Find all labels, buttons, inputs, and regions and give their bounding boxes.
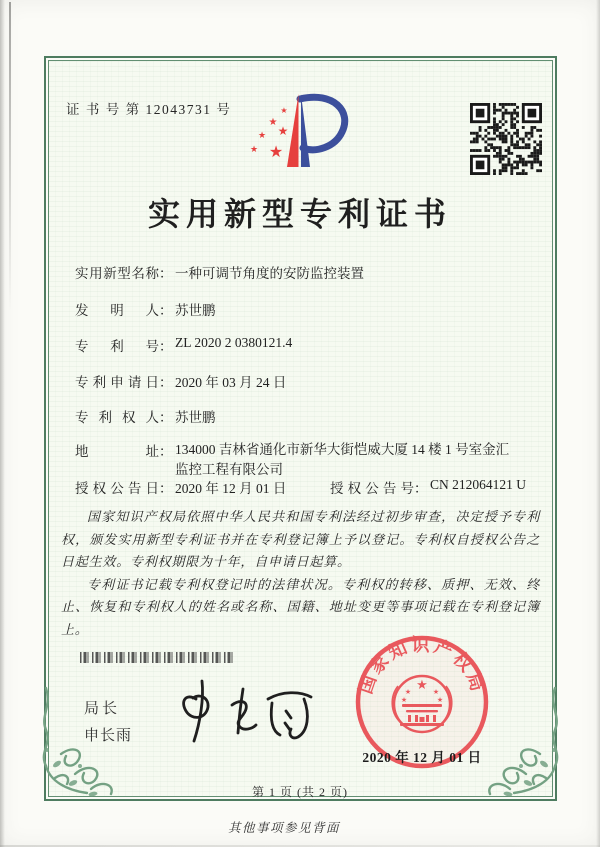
field-row-patent-number [75, 335, 292, 355]
field-label: 专利权人 [75, 410, 159, 425]
svg-text:★: ★ [416, 678, 428, 693]
svg-text:★: ★ [280, 106, 288, 115]
field-label: 专利号 [75, 339, 159, 354]
colon: ： [159, 375, 173, 390]
qr-code [470, 103, 542, 175]
certificate-title: 实用新型专利证书 [147, 196, 452, 232]
field-value: CN 212064121 U [430, 477, 527, 492]
svg-text:★: ★ [249, 145, 259, 155]
colon: ： [414, 481, 428, 496]
field-label: 授权公告号 [330, 481, 414, 496]
field-value: 2020 年 03 月 24 日 [175, 375, 287, 390]
field-label: 发明人 [75, 303, 159, 318]
corner-flourish-icon [33, 686, 119, 804]
cnipa-logo-icon [246, 90, 350, 170]
page-number: 第 1 页 (共 2 页) [252, 785, 348, 799]
field-value: 134000 吉林省通化市新华大街恺威大厦 14 楼 1 号室金汇监控工程有限公司 [175, 442, 510, 477]
field-row-filing-date [75, 371, 286, 391]
legal-paragraph: 国家知识产权局依照中华人民共和国专利法经过初步审查，决定授予专利权，颁发实用新型专利证书并在专利登记簿上予以登记。专利权自授权公告之日起生效。专利权期限为十年，自申请日起算。 [61, 509, 540, 569]
field-row-inventor [75, 299, 216, 319]
colon: ： [159, 266, 173, 281]
signature-icon [170, 674, 322, 752]
svg-text:★: ★ [268, 142, 284, 161]
field-label: 实用新型名称 [75, 266, 159, 281]
colon: ： [159, 410, 173, 425]
field-value: 苏世鹏 [175, 303, 216, 318]
field-label: 地址 [75, 444, 159, 459]
certificate-number: 证 书 号 第 12043731 号 [66, 102, 232, 117]
field-label: 专利申请日 [75, 375, 159, 390]
seal-date: 2020 年 12 月 01 日 [362, 750, 482, 765]
signer-role: 局长 [84, 700, 121, 717]
grant-number-pair [330, 477, 526, 497]
svg-text:★: ★ [436, 696, 444, 704]
colon: ： [159, 444, 173, 459]
svg-text:★: ★ [277, 124, 289, 138]
barcode [80, 652, 233, 663]
svg-text:★: ★ [400, 696, 408, 704]
field-row-address [75, 440, 521, 479]
svg-text:★: ★ [257, 131, 267, 141]
colon: ： [159, 481, 173, 496]
field-value: ZL 2020 2 0380121.4 [175, 335, 293, 350]
seal-ring-text: 国家知识产权局 [355, 634, 489, 697]
field-row-name [75, 262, 364, 282]
field-row-grant [75, 477, 540, 497]
field-value: 苏世鹏 [175, 410, 216, 425]
field-row-patentee [75, 406, 216, 426]
field-value: 2020 年 12 月 01 日 [175, 481, 287, 496]
svg-text:★: ★ [404, 688, 412, 696]
svg-text:★: ★ [268, 117, 278, 128]
field-label: 授权公告日 [75, 481, 159, 496]
colon: ： [159, 339, 173, 354]
corner-flourish-icon [482, 686, 568, 804]
colon: ： [159, 303, 173, 318]
back-side-note: 其他事项参见背面 [227, 821, 340, 835]
field-value: 一种可调节角度的安防监控装置 [175, 266, 364, 281]
svg-text:★: ★ [432, 688, 440, 696]
legal-paragraph: 专利证书记载专利权登记时的法律状况。专利权的转移、质押、无效、终止、恢复和专利权人的姓名或名称、国籍、地址变更等事项记载在专利登记簿上。 [61, 576, 540, 637]
legal-text [61, 506, 540, 641]
signer-name: 申长雨 [84, 727, 133, 744]
